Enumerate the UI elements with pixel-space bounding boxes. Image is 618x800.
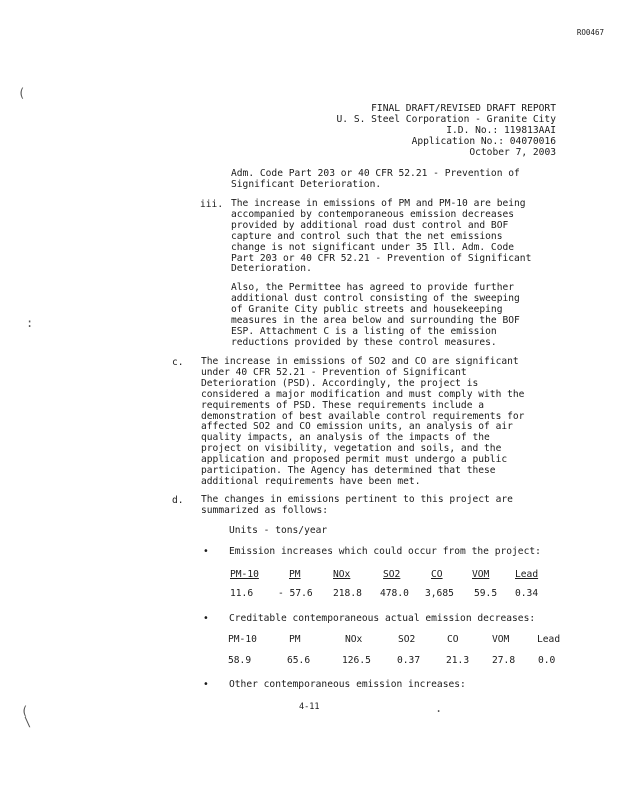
scan-mark: \ (24, 715, 32, 729)
increases-label: Emission increases which could occur from the project: (229, 546, 541, 557)
units-label: Units - tons/year (229, 525, 328, 536)
bullet-icon: • (203, 613, 209, 624)
decreases-label: Creditable contemporaneous actual emission decreases: (229, 613, 536, 624)
col-header-pm: PM (289, 569, 301, 580)
value-vom: 27.8 (492, 655, 516, 666)
col-header-lead: Lead (537, 634, 561, 645)
id-number: I.D. No.: 119813AAI (446, 125, 556, 136)
item-c-marker: c. (172, 357, 184, 368)
value-pm10: 11.6 (230, 588, 254, 599)
value-co: 21.3 (446, 655, 470, 666)
page-number: 4-11 (299, 702, 320, 712)
bullet-icon: • (203, 546, 209, 557)
continuation-line: Significant Deterioration. (231, 179, 382, 190)
value-pm: - 57.6 (278, 588, 313, 599)
col-header-co: CO (447, 634, 459, 645)
other-increases-label: Other contemporaneous emission increases: (229, 679, 466, 690)
continuation-line: Adm. Code Part 203 or 40 CFR 52.21 - Prevention of (231, 168, 520, 179)
col-header-lead: Lead (515, 569, 539, 580)
bullet-icon: • (203, 679, 209, 690)
value-lead: 0.34 (515, 588, 539, 599)
item-d-marker: d. (172, 495, 184, 506)
col-header-nox: NOx (345, 634, 363, 645)
col-header-pm10: PM-10 (230, 569, 259, 580)
company-name: U. S. Steel Corporation - Granite City (336, 114, 556, 125)
col-header-so2: SO2 (383, 569, 401, 580)
col-header-pm10: PM-10 (228, 634, 257, 645)
value-so2: 478.0 (380, 588, 409, 599)
report-date: October 7, 2003 (469, 147, 556, 158)
col-header-pm: PM (289, 634, 301, 645)
value-nox: 126.5 (342, 655, 371, 666)
value-pm: 65.6 (287, 655, 311, 666)
item-iii-marker: iii. (200, 199, 224, 210)
value-nox: 218.8 (333, 588, 362, 599)
item-iii-note: Also, the Permittee has agreed to provide further additional dust control consisting of the sweeping of Granite City public streets and housekeeping measures in the area below and surrounding the BOF ESP. Attachment C is a listing of the emission reductions provided by these control measures. (231, 282, 520, 348)
col-header-so2: SO2 (398, 634, 416, 645)
application-number: Application No.: 04070016 (411, 136, 556, 147)
value-vom: 59.5 (474, 588, 498, 599)
document-id: RO0467 (576, 28, 604, 37)
report-title: FINAL DRAFT/REVISED DRAFT REPORT (371, 103, 556, 114)
scan-mark: . (435, 701, 443, 715)
scan-mark: ( (21, 704, 29, 718)
item-d-text: The changes in emissions pertinent to this project are summarized as follows: (201, 494, 513, 516)
scan-mark: : (26, 316, 34, 330)
value-pm10: 58.9 (228, 655, 252, 666)
col-header-vom: VOM (492, 634, 510, 645)
item-c-text: The increase in emissions of SO2 and CO are significant under 40 CFR 52.21 - Prevention of Significant Deterioration (PSD). Accordingly, the project is considered a major modification and must comply with the requirements of PSD. These requirements include a demonstration of best available control requirements for affected SO2 and CO emission units, an analysis of air quality impacts, an analysis of the impacts of the project on visibility, vegetation and soils, and the application and proposed permit must undergo a public participation. The Agency has determined that these additional requirements have been met. (201, 356, 525, 487)
item-iii-text: The increase in emissions of PM and PM-10 are being accompanied by contemporaneous emission decreases provided by additional road dust control and BOF capture and control such that the net emissions change is not significant under 35 Ill. Adm. Code Part 203 or 40 CFR 52.21 - Prevention of Significant Deterioration. (231, 198, 532, 275)
col-header-vom: VOM (472, 569, 490, 580)
value-co: 3,685 (425, 588, 454, 599)
scan-mark: ( (18, 86, 26, 100)
value-so2: 0.37 (397, 655, 421, 666)
col-header-co: CO (431, 569, 443, 580)
col-header-nox: NOx (333, 569, 351, 580)
value-lead: 0.0 (538, 655, 556, 666)
